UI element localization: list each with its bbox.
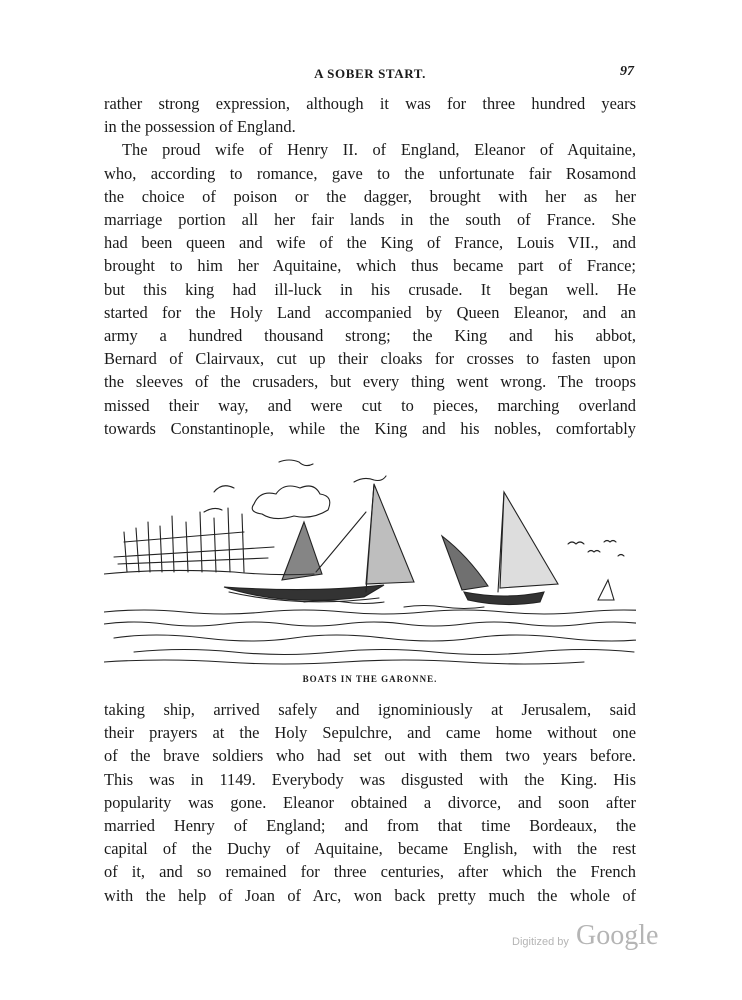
google-logo: Google [576,920,659,951]
text-line: The proud wife of Henry II. of England, Eleanor of Aquitaine, [122,140,636,160]
boats-engraving [104,452,636,672]
text-line: rather strong expression, although it was for three hundred years [104,94,636,113]
text-block-top [104,92,636,440]
text-line: taking ship, arrived safely and ignominiously at Jerusalem, said [104,700,636,719]
text-line: of it, and so remained for three centuries, after which the French [104,862,636,882]
text-line: started for the Holy Land accompanied by Queen Eleanor, and an [104,302,636,322]
text-line: the sleeves of the crusaders, but every thing went wrong. The troops [104,372,636,392]
illustration-boats [104,452,636,684]
text-block-bottom [104,698,636,907]
text-line: but this king had ill-luck in his crusade. It began well. He [104,279,636,299]
text-line: towards Constantinople, while the King and his nobles, comfortably [104,418,636,438]
text-line: the choice of poison or the dagger, brought with her as her [104,186,636,206]
text-line: in the possession of England. [104,117,296,137]
watermark-prefix: Digitized by [512,936,569,948]
text-line: who, according to romance, gave to the unfortunate fair Rosamond [104,163,636,183]
text-line: popularity was gone. Eleanor obtained a divorce, and soon after [104,792,636,812]
text-line: capital of the Duchy of Aquitaine, became English, with the rest [104,839,636,859]
running-head: A SOBER START. [314,66,426,81]
text-line: Bernard of Clairvaux, cut up their cloaks for crosses to fasten upon [104,349,636,369]
figure-caption: BOATS IN THE GARONNE. [302,674,438,684]
text-line: had been queen and wife of the King of France, Louis VII., and [104,233,636,253]
page-number: 97 [620,64,634,79]
text-line: with the help of Joan of Arc, won back pretty much the whole of [104,885,636,905]
text-line: brought to him her Aquitaine, which thus became part of France; [104,256,636,276]
page-header [104,64,636,84]
text-line: army a hundred thousand strong; the King and his abbot, [104,326,636,346]
digitized-watermark [512,920,672,960]
text-line: marriage portion all her fair lands in the south of France. She [104,210,636,230]
text-line: married Henry of England; and from that time Bordeaux, the [104,816,636,836]
text-line: This was in 1149. Everybody was disgusted with the King. His [104,769,636,789]
text-line: of the brave soldiers who had set out with them two years before. [104,746,636,766]
text-line: missed their way, and were cut to pieces, marching overland [104,395,636,415]
text-line: their prayers at the Holy Sepulchre, and came home without one [104,723,636,743]
